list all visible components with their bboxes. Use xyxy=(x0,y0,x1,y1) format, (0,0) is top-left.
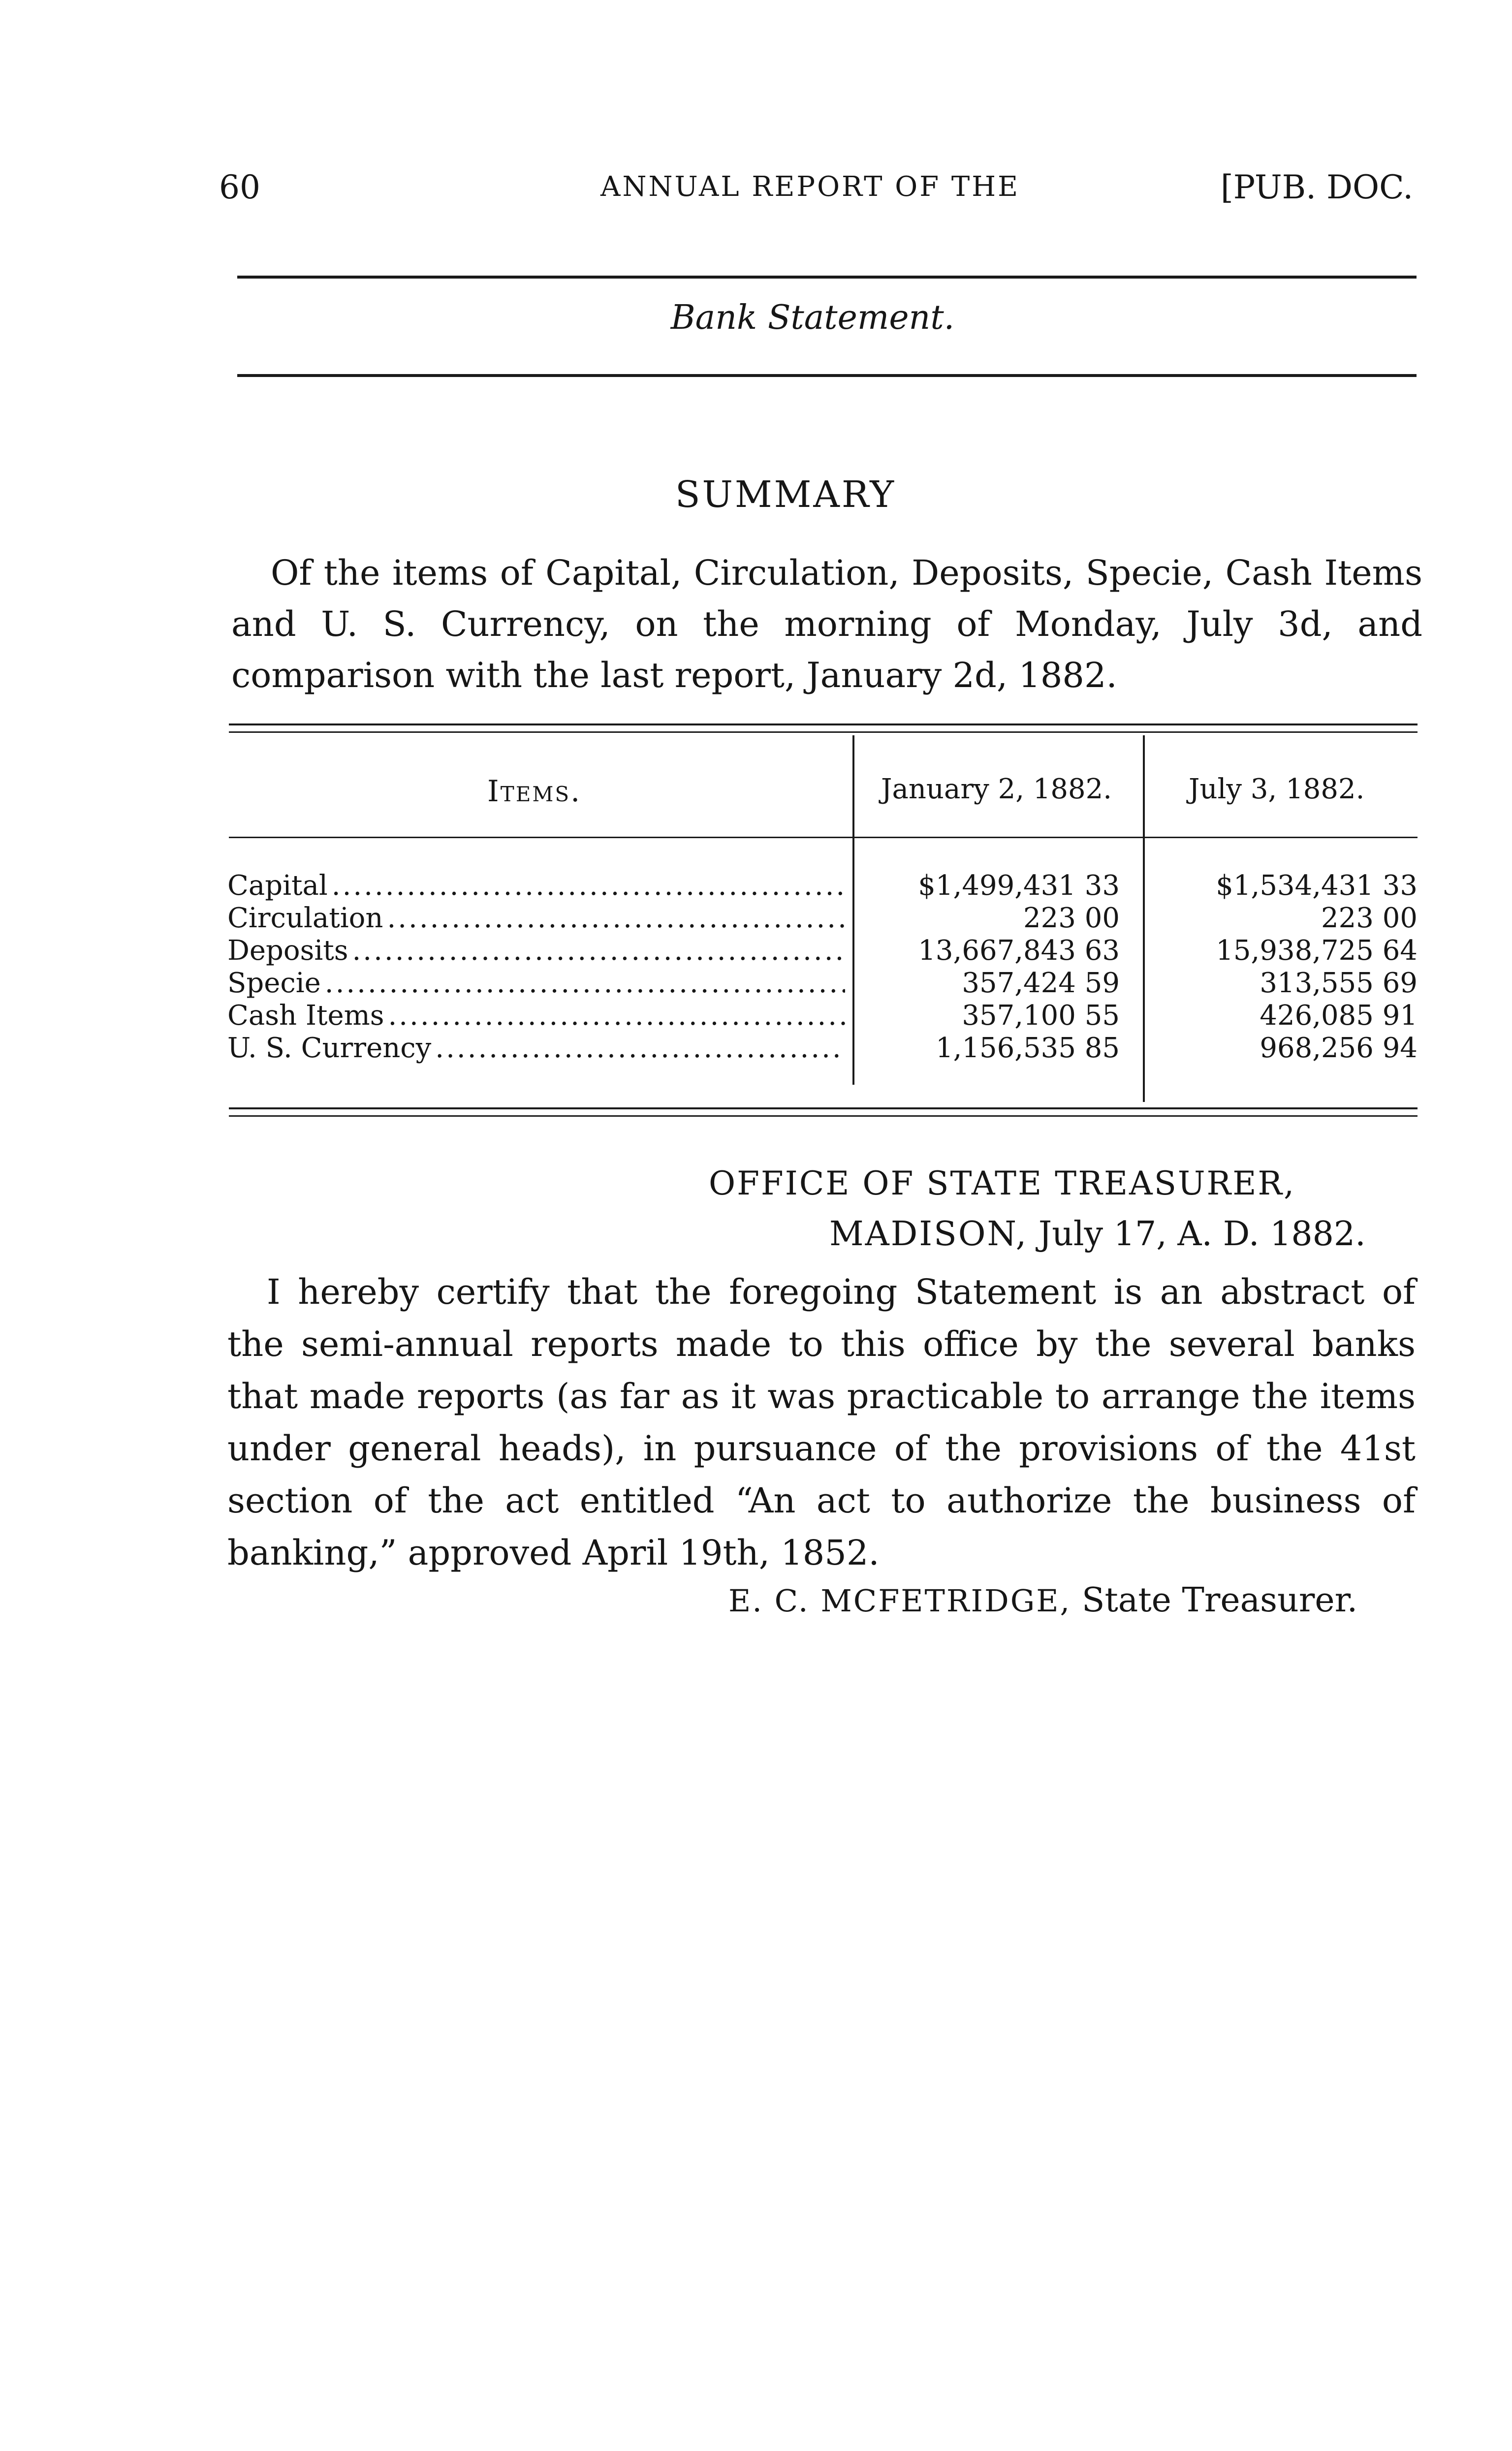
table-cell-january: 13,667,843 63 xyxy=(918,935,1120,967)
page-number: 60 xyxy=(219,168,260,206)
column-header-july: July 3, 1882. xyxy=(1189,773,1365,805)
table-row-label: U. S. Currency ..... xyxy=(227,1033,845,1064)
table-row-label: Circulation ..... xyxy=(227,903,845,934)
table-cell-july: $1,534,431 33 xyxy=(1216,870,1418,902)
table-cell-january: 357,100 55 xyxy=(962,1000,1120,1032)
running-title: ANNUAL REPORT OF THE xyxy=(600,171,1020,203)
place-date xyxy=(829,1215,1366,1254)
series-label: [PUB. DOC. xyxy=(1221,168,1414,206)
table-row-label: Specie ..... xyxy=(227,968,845,999)
table-cell-january: 223 00 xyxy=(1023,902,1120,934)
column-header-january: January 2, 1882. xyxy=(881,773,1112,805)
signer-title: State Treasurer. xyxy=(1081,1581,1358,1620)
table-cell-july: 426,085 91 xyxy=(1260,1000,1418,1032)
table-cell-january: 1,156,535 85 xyxy=(935,1032,1120,1064)
table-top-rule-inner xyxy=(229,731,1418,733)
table-row-label: Deposits ..... xyxy=(227,935,845,967)
certification-date: July 17, A. D. 1882. xyxy=(1038,1215,1366,1254)
section-title: Bank Statement. xyxy=(670,298,955,337)
signature xyxy=(728,1581,1358,1620)
table-bottom-rule xyxy=(229,1107,1418,1109)
table-cell-july: 15,938,725 64 xyxy=(1216,935,1418,967)
column-divider-1 xyxy=(852,735,854,1085)
place-name: MADISON, xyxy=(829,1215,1028,1254)
table-cell-july: 223 00 xyxy=(1321,902,1418,934)
column-header-items: Items. xyxy=(487,774,582,809)
column-divider-2 xyxy=(1143,735,1145,1102)
signer-name: E. C. MCFETRIDGE, xyxy=(728,1583,1071,1619)
header-rule xyxy=(237,276,1417,279)
table-cell-july: 968,256 94 xyxy=(1260,1032,1418,1064)
table-row-label: Cash Items ..... xyxy=(227,1000,845,1032)
summary-heading: SUMMARY xyxy=(675,473,896,516)
certification-paragraph: I hereby certify that the foregoing Statement is an abstract of the semi-annual reports made to this office by the several banks that made reports (as far as it was practicable to arrange the items under general heads), in pursuance of the provisions of the 41st section of the act entitled “An act to authorize the business of banking,” approved April 19th, 1852. xyxy=(227,1272,1416,1573)
intro-paragraph: Of the items of Capital, Circulation, Deposits, Specie, Cash Items and U. S. Currency, on the morning of Monday, July 3d, and comparison with the last report, January 2d, 1882. xyxy=(231,553,1422,695)
table-cell-january: 357,424 59 xyxy=(962,967,1120,999)
table-cell-january: $1,499,431 33 xyxy=(918,870,1120,902)
section-rule xyxy=(237,374,1417,377)
table-top-rule xyxy=(229,723,1418,725)
table-bottom-rule-inner xyxy=(229,1115,1418,1117)
office-line: OFFICE OF STATE TREASURER, xyxy=(709,1164,1296,1202)
table-cell-july: 313,555 69 xyxy=(1260,967,1418,999)
table-header-rule xyxy=(229,837,1418,838)
table-row-label: Capital ..... xyxy=(227,870,845,902)
